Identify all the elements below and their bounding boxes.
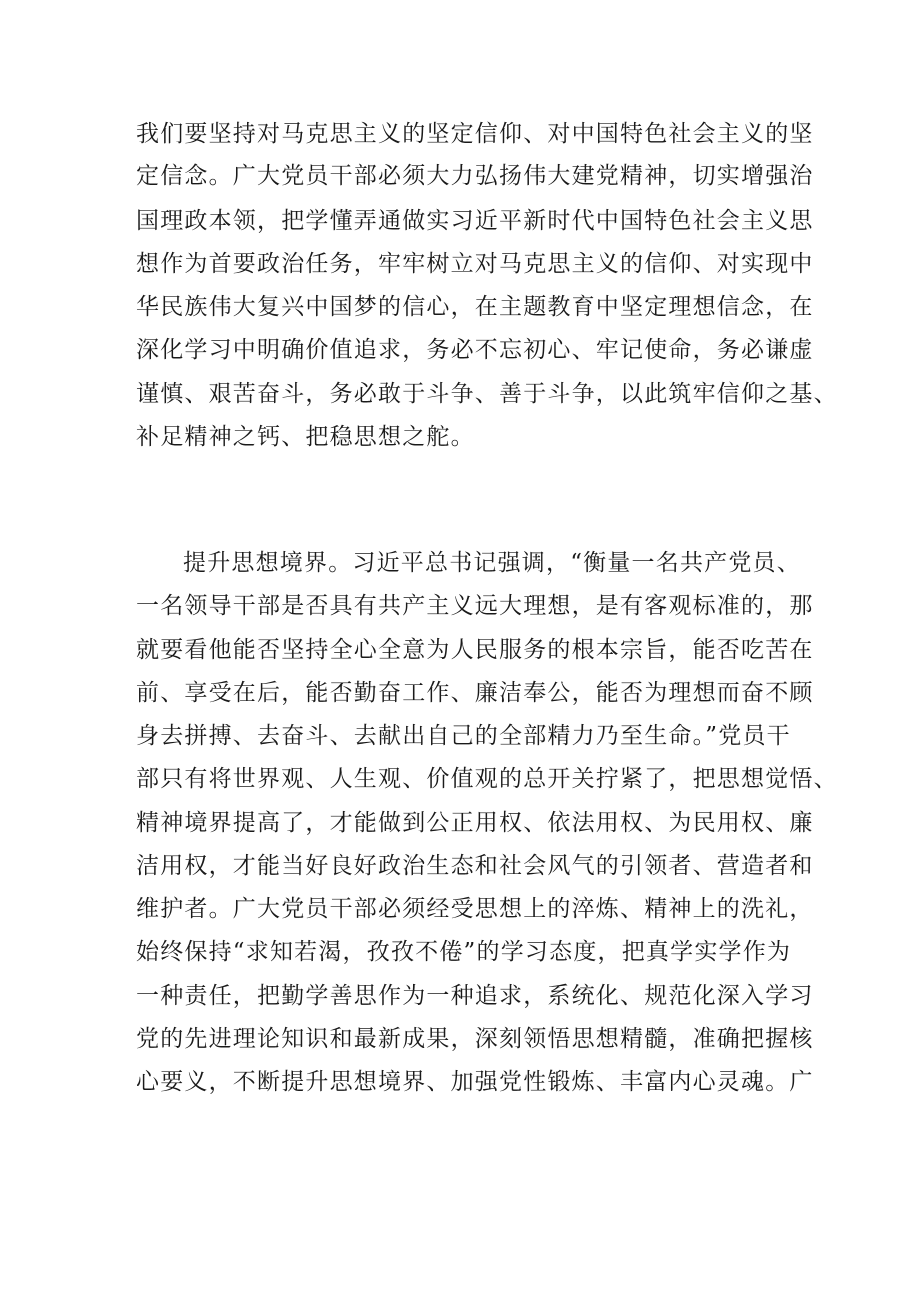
- paragraph-2-line: 始终保持“求知若渴，孜孜不倦”的学习态度，把真学实学作为: [136, 939, 792, 965]
- paragraph-2-line: 党的先进理论知识和最新成果，深刻领悟思想精髓，准确把握核: [136, 1026, 814, 1052]
- paragraph-2-line: 部只有将世界观、人生观、价值观的总开关拧紧了，把思想觉悟、: [136, 766, 838, 792]
- paragraph-2-line: 一种责任，把勤学善思作为一种追求，系统化、规范化深入学习: [136, 983, 814, 1009]
- paragraph-1-line: 想作为首要政治任务，牢牢树立对马克思主义的信仰、对实现中: [136, 251, 814, 277]
- paragraph-1-line: 定信念。广大党员干部必须大力弘扬伟大建党精神，切实增强治: [136, 163, 814, 189]
- paragraph-2-line: 前、享受在后，能否勤奋工作、廉洁奉公，能否为理想而奋不顾: [136, 680, 814, 706]
- paragraph-2-line: 洁用权，才能当好良好政治生态和社会风气的引领者、营造者和: [136, 853, 814, 879]
- paragraph-2-line: 就要看他能否坚持全心全意为人民服务的根本宗旨，能否吃苦在: [136, 637, 814, 663]
- paragraph-2-line: 一名领导干部是否具有共产主义远大理想，是有客观标准的，那: [136, 593, 814, 619]
- paragraph-2-line: 身去拼搏、去奋斗、去献出自己的全部精力乃至生命。”党员干: [136, 723, 791, 749]
- paragraph-1-line: 补足精神之钙、把稳思想之舵。: [136, 424, 475, 450]
- paragraph-2-line: 精神境界提高了，才能做到公正用权、依法用权、为民用权、廉: [136, 810, 814, 836]
- paragraph-1-line: 深化学习中明确价值追求，务必不忘初心、牢记使命，务必谦虚: [136, 337, 814, 363]
- paragraph-1-line: 谨慎、艰苦奋斗，务必敢于斗争、善于斗争，以此筑牢信仰之基、: [136, 381, 838, 407]
- paragraph-2-line: 提升思想境界。习近平总书记强调，“衡量一名共产党员、: [183, 550, 801, 576]
- paragraph-2-line: 心要义，不断提升思想境界、加强党性锻炼、丰富内心灵魂。广: [136, 1069, 814, 1095]
- paragraph-1-line: 华民族伟大复兴中国梦的信心，在主题教育中坚定理想信念，在: [136, 294, 814, 320]
- paragraph-1-line: 我们要坚持对马克思主义的坚定信仰、对中国特色社会主义的坚: [136, 121, 814, 147]
- paragraph-1-line: 国理政本领，把学懂弄通做实习近平新时代中国特色社会主义思: [136, 208, 814, 234]
- paragraph-2-line: 维护者。广大党员干部必须经受思想上的淬炼、精神上的洗礼，: [136, 896, 814, 922]
